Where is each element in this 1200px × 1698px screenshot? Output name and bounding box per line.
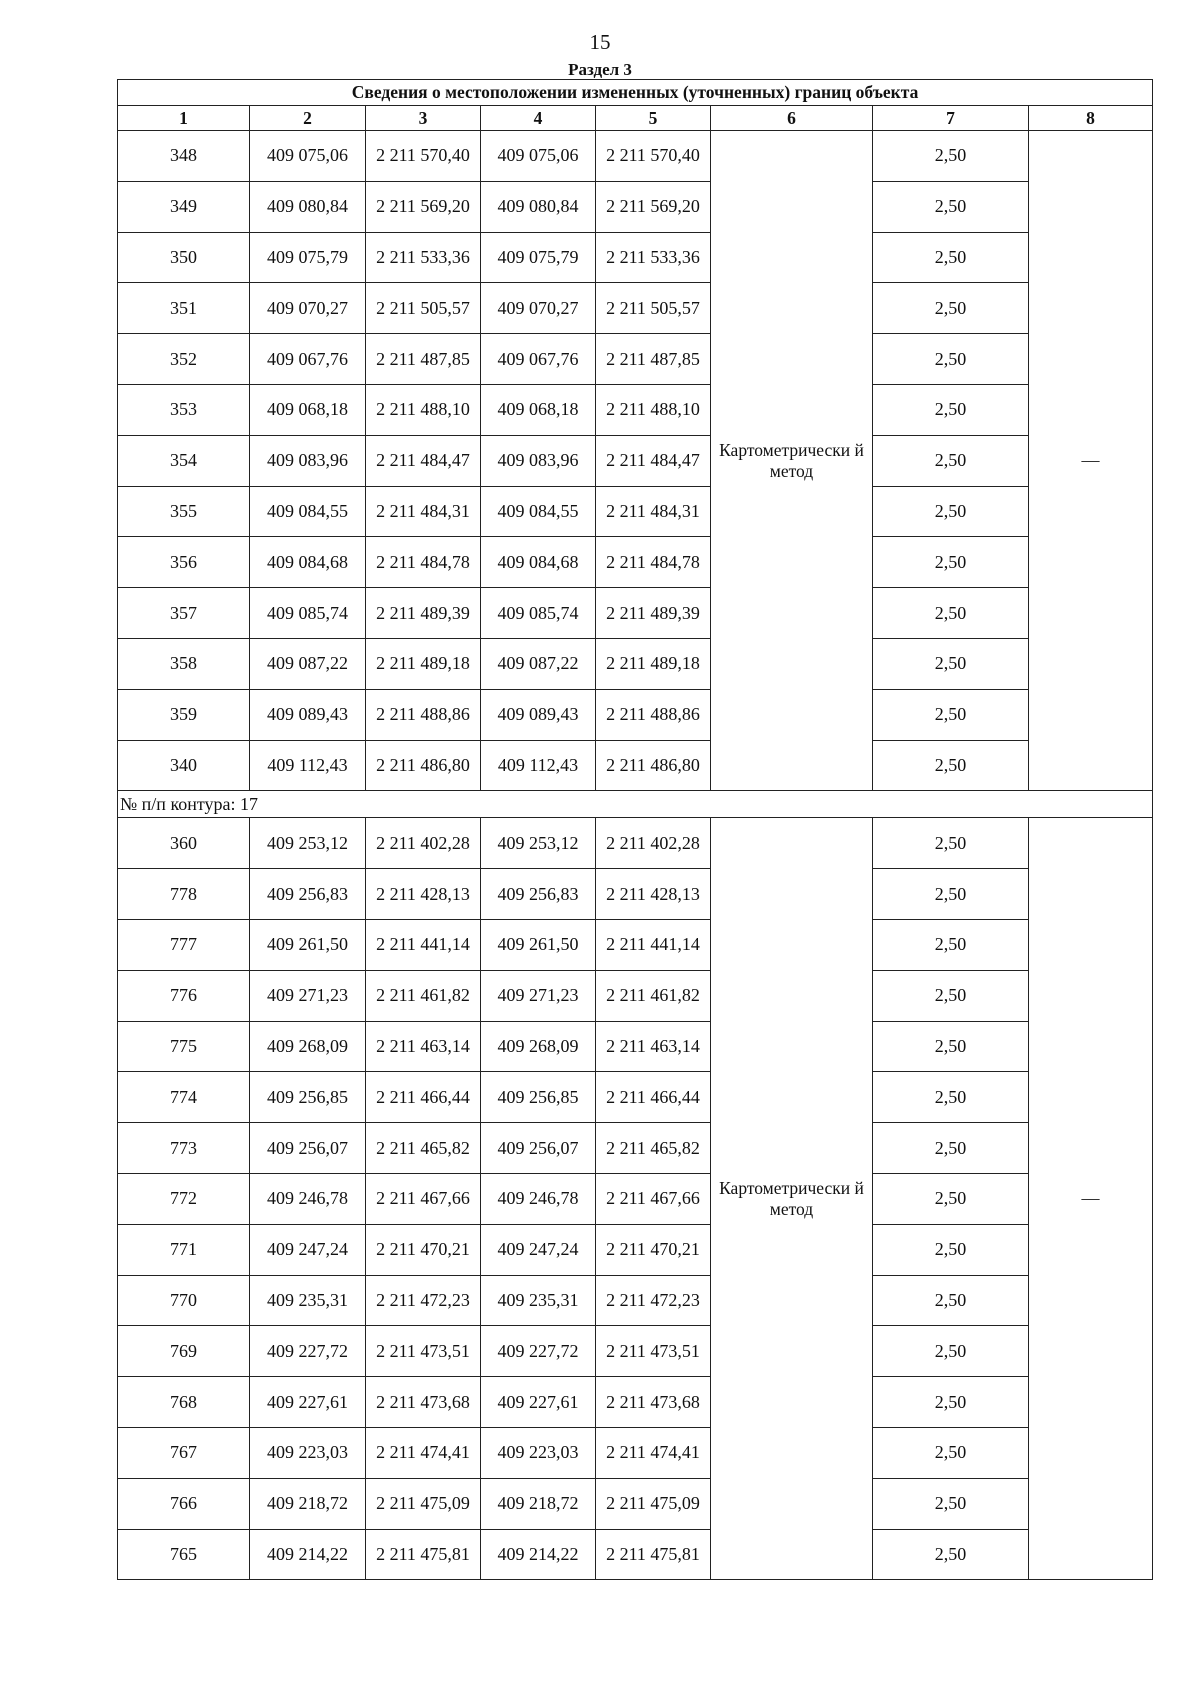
y-old-cell: 2 211 475,81: [366, 1529, 481, 1580]
x-old-cell: 409 075,79: [250, 232, 366, 283]
table-row: [118, 1224, 1153, 1275]
point-number-cell: 350: [118, 232, 250, 283]
description-cell: —: [1029, 818, 1153, 1580]
accuracy-cell: 2,50: [873, 638, 1029, 689]
table-title: Сведения о местоположении измененных (уточненных) границ объекта: [118, 80, 1153, 106]
x-new-cell: 409 080,84: [481, 181, 596, 232]
accuracy-cell: 2,50: [873, 919, 1029, 970]
y-new-cell: 2 211 488,86: [596, 689, 711, 740]
table-row: [118, 486, 1153, 537]
table-row: [118, 283, 1153, 334]
accuracy-cell: 2,50: [873, 283, 1029, 334]
y-new-cell: 2 211 569,20: [596, 181, 711, 232]
y-old-cell: 2 211 463,14: [366, 1021, 481, 1072]
x-old-cell: 409 087,22: [250, 638, 366, 689]
x-old-cell: 409 223,03: [250, 1427, 366, 1478]
y-old-cell: 2 211 474,41: [366, 1427, 481, 1478]
x-new-cell: 409 256,83: [481, 869, 596, 920]
x-new-cell: 409 256,07: [481, 1123, 596, 1174]
x-old-cell: 409 075,06: [250, 131, 366, 182]
accuracy-cell: 2,50: [873, 588, 1029, 639]
accuracy-cell: 2,50: [873, 435, 1029, 486]
point-number-cell: 778: [118, 869, 250, 920]
point-number-cell: 348: [118, 131, 250, 182]
y-old-cell: 2 211 484,78: [366, 537, 481, 588]
table-row: [118, 384, 1153, 435]
x-new-cell: 409 070,27: [481, 283, 596, 334]
point-number-cell: 777: [118, 919, 250, 970]
accuracy-cell: 2,50: [873, 1529, 1029, 1580]
boundary-table: [117, 79, 1153, 1580]
contour-row: [118, 791, 1153, 818]
table-row: [118, 181, 1153, 232]
y-old-cell: 2 211 441,14: [366, 919, 481, 970]
y-old-cell: 2 211 489,39: [366, 588, 481, 639]
table-row: [118, 1529, 1153, 1580]
table-row: [118, 537, 1153, 588]
x-new-cell: 409 235,31: [481, 1275, 596, 1326]
x-old-cell: 409 227,61: [250, 1377, 366, 1428]
page-number: 15: [589, 30, 611, 54]
point-number-cell: 772: [118, 1173, 250, 1224]
y-new-cell: 2 211 489,18: [596, 638, 711, 689]
accuracy-cell: 2,50: [873, 384, 1029, 435]
table-row: [118, 1072, 1153, 1123]
accuracy-cell: 2,50: [873, 181, 1029, 232]
y-new-cell: 2 211 570,40: [596, 131, 711, 182]
x-new-cell: 409 068,18: [481, 384, 596, 435]
y-new-cell: 2 211 467,66: [596, 1173, 711, 1224]
y-new-cell: 2 211 505,57: [596, 283, 711, 334]
x-new-cell: 409 087,22: [481, 638, 596, 689]
accuracy-cell: 2,50: [873, 740, 1029, 791]
y-new-cell: 2 211 441,14: [596, 919, 711, 970]
y-old-cell: 2 211 472,23: [366, 1275, 481, 1326]
table-row: [118, 869, 1153, 920]
point-number-cell: 359: [118, 689, 250, 740]
point-number-cell: 349: [118, 181, 250, 232]
y-new-cell: 2 211 486,80: [596, 740, 711, 791]
accuracy-cell: 2,50: [873, 334, 1029, 385]
y-old-cell: 2 211 484,47: [366, 435, 481, 486]
y-new-cell: 2 211 463,14: [596, 1021, 711, 1072]
y-new-cell: 2 211 533,36: [596, 232, 711, 283]
method-cell: Картометрически й метод: [711, 131, 873, 791]
x-old-cell: 409 070,27: [250, 283, 366, 334]
x-old-cell: 409 271,23: [250, 970, 366, 1021]
x-new-cell: 409 271,23: [481, 970, 596, 1021]
y-new-cell: 2 211 473,51: [596, 1326, 711, 1377]
y-new-cell: 2 211 487,85: [596, 334, 711, 385]
table-row: [118, 435, 1153, 486]
column-header: 1: [118, 106, 250, 131]
point-number-cell: 765: [118, 1529, 250, 1580]
accuracy-cell: 2,50: [873, 1021, 1029, 1072]
y-old-cell: 2 211 487,85: [366, 334, 481, 385]
accuracy-cell: 2,50: [873, 1377, 1029, 1428]
accuracy-cell: 2,50: [873, 1478, 1029, 1529]
x-old-cell: 409 080,84: [250, 181, 366, 232]
x-old-cell: 409 214,22: [250, 1529, 366, 1580]
column-header: 4: [481, 106, 596, 131]
method-cell: Картометрически й метод: [711, 818, 873, 1580]
table-row: [118, 919, 1153, 970]
table-row: [118, 1478, 1153, 1529]
table-row: [118, 232, 1153, 283]
accuracy-cell: 2,50: [873, 1173, 1029, 1224]
x-new-cell: 409 089,43: [481, 689, 596, 740]
accuracy-cell: 2,50: [873, 1275, 1029, 1326]
column-header: 5: [596, 106, 711, 131]
table-row: [118, 1173, 1153, 1224]
column-header: 6: [711, 106, 873, 131]
x-old-cell: 409 084,68: [250, 537, 366, 588]
y-old-cell: 2 211 475,09: [366, 1478, 481, 1529]
x-new-cell: 409 218,72: [481, 1478, 596, 1529]
x-new-cell: 409 268,09: [481, 1021, 596, 1072]
point-number-cell: 769: [118, 1326, 250, 1377]
table-row: [118, 740, 1153, 791]
x-old-cell: 409 084,55: [250, 486, 366, 537]
x-new-cell: 409 261,50: [481, 919, 596, 970]
x-old-cell: 409 253,12: [250, 818, 366, 869]
x-new-cell: 409 246,78: [481, 1173, 596, 1224]
table-row: [118, 818, 1153, 869]
accuracy-cell: 2,50: [873, 486, 1029, 537]
header-row: [118, 106, 1153, 131]
column-header: 2: [250, 106, 366, 131]
column-header: 8: [1029, 106, 1153, 131]
y-old-cell: 2 211 488,10: [366, 384, 481, 435]
table-row: [118, 1123, 1153, 1174]
point-number-cell: 340: [118, 740, 250, 791]
x-new-cell: 409 223,03: [481, 1427, 596, 1478]
description-cell: —: [1029, 131, 1153, 791]
x-new-cell: 409 112,43: [481, 740, 596, 791]
x-new-cell: 409 075,79: [481, 232, 596, 283]
section-title: Раздел 3: [568, 60, 632, 79]
y-old-cell: 2 211 569,20: [366, 181, 481, 232]
y-new-cell: 2 211 473,68: [596, 1377, 711, 1428]
accuracy-cell: 2,50: [873, 1326, 1029, 1377]
y-new-cell: 2 211 402,28: [596, 818, 711, 869]
x-old-cell: 409 256,85: [250, 1072, 366, 1123]
table-row: [118, 1021, 1153, 1072]
x-old-cell: 409 068,18: [250, 384, 366, 435]
table-row: [118, 970, 1153, 1021]
point-number-cell: 354: [118, 435, 250, 486]
x-new-cell: 409 075,06: [481, 131, 596, 182]
x-new-cell: 409 083,96: [481, 435, 596, 486]
x-new-cell: 409 227,72: [481, 1326, 596, 1377]
y-new-cell: 2 211 484,78: [596, 537, 711, 588]
y-new-cell: 2 211 474,41: [596, 1427, 711, 1478]
accuracy-cell: 2,50: [873, 1123, 1029, 1174]
x-new-cell: 409 067,76: [481, 334, 596, 385]
y-new-cell: 2 211 484,31: [596, 486, 711, 537]
table-row: [118, 689, 1153, 740]
y-old-cell: 2 211 402,28: [366, 818, 481, 869]
table-row: [118, 1427, 1153, 1478]
point-number-cell: 771: [118, 1224, 250, 1275]
point-number-cell: 776: [118, 970, 250, 1021]
point-number-cell: 358: [118, 638, 250, 689]
y-old-cell: 2 211 533,36: [366, 232, 481, 283]
accuracy-cell: 2,50: [873, 1224, 1029, 1275]
y-new-cell: 2 211 475,81: [596, 1529, 711, 1580]
y-new-cell: 2 211 488,10: [596, 384, 711, 435]
table-row: [118, 1377, 1153, 1428]
point-number-cell: 360: [118, 818, 250, 869]
y-old-cell: 2 211 570,40: [366, 131, 481, 182]
x-old-cell: 409 089,43: [250, 689, 366, 740]
point-number-cell: 768: [118, 1377, 250, 1428]
x-old-cell: 409 067,76: [250, 334, 366, 385]
accuracy-cell: 2,50: [873, 537, 1029, 588]
x-old-cell: 409 083,96: [250, 435, 366, 486]
y-old-cell: 2 211 486,80: [366, 740, 481, 791]
accuracy-cell: 2,50: [873, 1072, 1029, 1123]
point-number-cell: 767: [118, 1427, 250, 1478]
x-old-cell: 409 246,78: [250, 1173, 366, 1224]
contour-label: № п/п контура: 17: [118, 791, 1153, 818]
y-old-cell: 2 211 465,82: [366, 1123, 481, 1174]
x-new-cell: 409 084,68: [481, 537, 596, 588]
point-number-cell: 356: [118, 537, 250, 588]
y-old-cell: 2 211 470,21: [366, 1224, 481, 1275]
x-old-cell: 409 218,72: [250, 1478, 366, 1529]
y-old-cell: 2 211 466,44: [366, 1072, 481, 1123]
point-number-cell: 355: [118, 486, 250, 537]
accuracy-cell: 2,50: [873, 689, 1029, 740]
table-row: [118, 131, 1153, 182]
y-old-cell: 2 211 467,66: [366, 1173, 481, 1224]
table-row: [118, 638, 1153, 689]
x-old-cell: 409 247,24: [250, 1224, 366, 1275]
column-header: 3: [366, 106, 481, 131]
x-old-cell: 409 268,09: [250, 1021, 366, 1072]
point-number-cell: 773: [118, 1123, 250, 1174]
x-old-cell: 409 261,50: [250, 919, 366, 970]
point-number-cell: 766: [118, 1478, 250, 1529]
accuracy-cell: 2,50: [873, 818, 1029, 869]
x-old-cell: 409 227,72: [250, 1326, 366, 1377]
x-new-cell: 409 214,22: [481, 1529, 596, 1580]
x-old-cell: 409 235,31: [250, 1275, 366, 1326]
y-new-cell: 2 211 466,44: [596, 1072, 711, 1123]
x-new-cell: 409 084,55: [481, 486, 596, 537]
y-new-cell: 2 211 475,09: [596, 1478, 711, 1529]
accuracy-cell: 2,50: [873, 970, 1029, 1021]
y-old-cell: 2 211 473,68: [366, 1377, 481, 1428]
x-new-cell: 409 085,74: [481, 588, 596, 639]
x-new-cell: 409 256,85: [481, 1072, 596, 1123]
y-old-cell: 2 211 473,51: [366, 1326, 481, 1377]
x-old-cell: 409 256,83: [250, 869, 366, 920]
accuracy-cell: 2,50: [873, 869, 1029, 920]
point-number-cell: 774: [118, 1072, 250, 1123]
table-row: [118, 334, 1153, 385]
y-new-cell: 2 211 470,21: [596, 1224, 711, 1275]
y-new-cell: 2 211 489,39: [596, 588, 711, 639]
point-number-cell: 352: [118, 334, 250, 385]
y-new-cell: 2 211 465,82: [596, 1123, 711, 1174]
x-old-cell: 409 112,43: [250, 740, 366, 791]
y-old-cell: 2 211 488,86: [366, 689, 481, 740]
y-new-cell: 2 211 484,47: [596, 435, 711, 486]
accuracy-cell: 2,50: [873, 1427, 1029, 1478]
y-old-cell: 2 211 461,82: [366, 970, 481, 1021]
x-old-cell: 409 256,07: [250, 1123, 366, 1174]
x-new-cell: 409 247,24: [481, 1224, 596, 1275]
x-new-cell: 409 253,12: [481, 818, 596, 869]
x-old-cell: 409 085,74: [250, 588, 366, 639]
y-old-cell: 2 211 489,18: [366, 638, 481, 689]
x-new-cell: 409 227,61: [481, 1377, 596, 1428]
y-old-cell: 2 211 484,31: [366, 486, 481, 537]
table-row: [118, 1275, 1153, 1326]
point-number-cell: 775: [118, 1021, 250, 1072]
table-row: [118, 1326, 1153, 1377]
column-header: 7: [873, 106, 1029, 131]
table-row: [118, 588, 1153, 639]
accuracy-cell: 2,50: [873, 131, 1029, 182]
point-number-cell: 770: [118, 1275, 250, 1326]
y-new-cell: 2 211 461,82: [596, 970, 711, 1021]
accuracy-cell: 2,50: [873, 232, 1029, 283]
y-new-cell: 2 211 472,23: [596, 1275, 711, 1326]
point-number-cell: 357: [118, 588, 250, 639]
y-old-cell: 2 211 505,57: [366, 283, 481, 334]
y-old-cell: 2 211 428,13: [366, 869, 481, 920]
point-number-cell: 351: [118, 283, 250, 334]
y-new-cell: 2 211 428,13: [596, 869, 711, 920]
point-number-cell: 353: [118, 384, 250, 435]
